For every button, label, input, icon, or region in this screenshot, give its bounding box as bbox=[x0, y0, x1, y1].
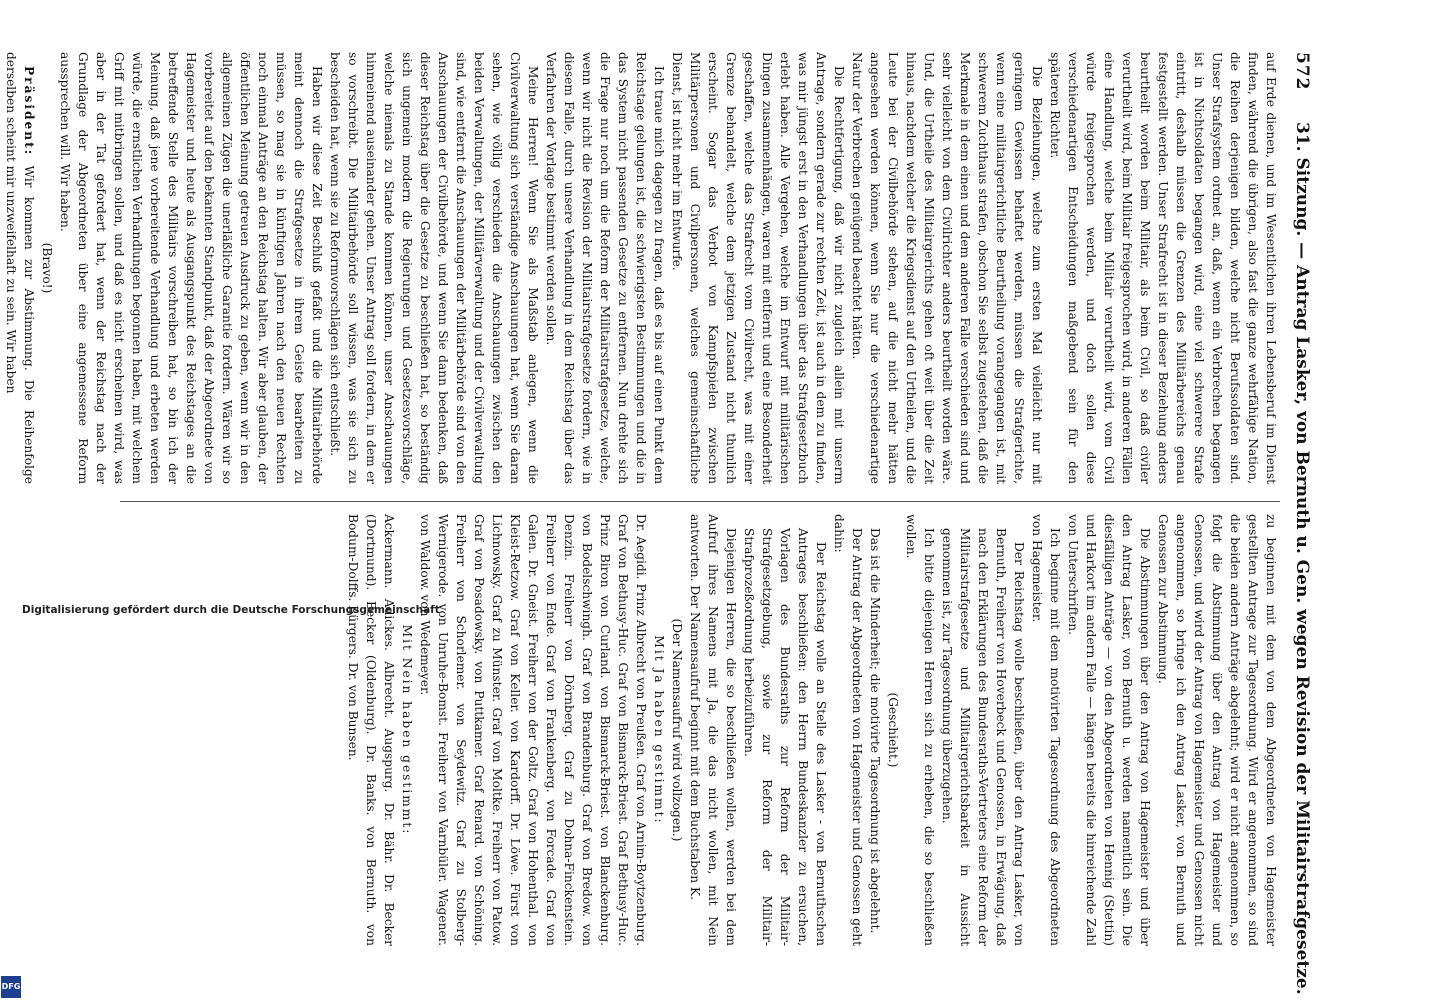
vote-request: Ich bitte diejenigen Herren sich zu erheben, die so beschließen wollen. bbox=[904, 514, 936, 946]
paragraph: zu beginnen mit dem von dem Abgeordneten von Hagemeister gestellten Antrage zur Tagesordnung. Wird er angenommen, so sind die beiden andern Anträge abgelehnt; wird er nicht angenommen, so folgt die Abstimmung über den Antrag von Hagemeister und Genossen, und wird der Antrag von Hagemeister und Genossen nicht angenommen, so bringe ich den Antrag Lasker, von Bernuth und Genossen zur Abstimmung. bbox=[1156, 514, 1278, 946]
yes-votes-heading: Mit Ja haben gestimmt: bbox=[652, 635, 666, 825]
header-title: 31. Sitzung. — Antrag Lasker, von Bernuth u. Gen. wegen Revision der Militairstrafgesetze. bbox=[1292, 122, 1312, 995]
procedure-note: (Geschieht.) bbox=[886, 692, 900, 768]
roll-call-request: Diejenigen Herren, die so beschließen wollen, werden bei dem Aufruf ihres Namens mit Ja, die das nicht wollen, mit Nein antworten. Der Namensaufruf beginnt mit dem Buchstaben K. bbox=[688, 514, 738, 946]
paragraph: Ich traue mich dagegen zu fragen, daß es bis auf einen Punkt dem Reichstage gelungen ist, die schwierigsten Bestimmungen und die in das System nicht passenden Gesetze zu entfernen. Nun drehte sich die Frage nur noch um die Reform der Militairstrafgesetze, welche, wenn wir nicht die Revision der Militairstrafgesetze fordern, wie in diesem Falle, durch unsere Verhandlung in dem Reichstag über das Verfahren der Vorlage bestimmt werden sollen. bbox=[544, 52, 666, 484]
roll-call-note: (Der Namensaufruf wird vollzogen.) bbox=[670, 618, 684, 842]
page-number: 572 bbox=[1292, 52, 1312, 91]
left-column bbox=[4, 52, 1280, 484]
president-text: Wir kommen zur Abstimmung. Die Reihenfolge derselben scheint mir unzweifelhaft zu sein. Wir haben bbox=[4, 52, 36, 484]
digitization-credit: Digitalisierung gefördert durch die Deutsche Forschungsgemeinschaft bbox=[22, 604, 440, 616]
no-votes-list: Ackermann. Adickes. Albrecht. Augspurg. Dr. Bähr. Dr. Becker (Dortmund). Becker (Oldenburg). Dr. Banks. von Bernuth. von Bodum-Dolffs. Bürgers. Dr. von Bunsen. bbox=[346, 514, 396, 946]
yes-votes-list: Dr. Aegidi. Prinz Albrecht von Preußen. Graf von Arnim-Boytzenburg. Graf von Bethusy-Huc. Graf von Bismarck-Briest. Graf Bethusy-Huc. Prinz Biron von Curland. von Bismarck-Briest. von Blanckenburg. von Bodelschwingh. Graf von Brandenburg. Graf von Bredow. von Denzin. Freiherr von Dörnberg. Graf zu Dohna-Finckenstein. Freiherr von Ende. Graf von Frankenberg. von Forcade. Graf von Galen. Dr. Gneist. Freiherr von der Goltz. Graf von Hohenthal. von Kleist-Retzow. Graf von Keller. von Kardorff. Dr. Löwe. Fürst von Lichnowsky. Graf zu Münster. Graf von Moltke. Freiherr von Patow. Graf von Posadowsky. von Puttkamer. Graf Renard. von Schöning. Freiherr von Schorlemer. von Seydewitz. Graf zu Stolberg-Wernigerode. von Unruhe-Bomst. Freiherr von Varnbüler. Wagener. von Waldow. von Wedemeyer. bbox=[418, 514, 648, 946]
applause-note: (Bravo!) bbox=[40, 242, 54, 294]
motion-quote: Der Reichstag wolle beschließen, über den Antrag Lasker, von Bernuth, Freiherr von Hoverbeck und Genossen, in Erwägung, daß nach den Erklärungen des Bundesraths-Vertreters eine Reform der Militairstrafgesetze und Militairgerichtsbarkeit in Aussicht genommen ist, zur Tagesordnung überzugehen. bbox=[940, 528, 1026, 946]
paragraph: Die Rechtfertigung, daß wir nicht zugleich allein mit unserm Antrage, sondern gerade zur rechten Zeit, ist auch in dem zu finden, was mir jüngst erst in den Verhandlungen über das Strafgesetzbuch erlebt haben. Alle Vergehen, welche im Entwurf mit militärischen Dingen zusammenhängen, waren mit entfernt und eine Besonderheit geschaffen, welche das Strafrecht vom Civilrecht, was mit einer Grenze behandelt, welche dem jetzigen Zustand nicht thunlich erscheint. Sogar das Verbot von Kampfspielen zwischen Militärpersonen und Civilpersonen, welches gemeinschaftliche Dienst, ist nicht mehr im Entwurfe. bbox=[670, 52, 846, 484]
motion-intro: Der Antrag der Abgeordneten von Hagemeister und Genossen geht dahin: bbox=[832, 514, 864, 946]
dfg-logo-icon: DFG bbox=[1, 976, 21, 998]
paragraph: Haben wir diese Zeit Beschluß gefaßt und die Militairbehörde meint dennoch die Strafgesetze in ihrem Geiste bearbeiten zu müssen, so mag sie in künftigen Jahren nach den neuen Rechten noch einmal Anträge an den Reichstag halten. Wir aber glauben, der öffentlichen Meinung getreuen Ausdruck zu geben, wenn wir in den allgemeinen Zügen die unerläßliche Garantie fordern. Wären wir so vorbereitet auf den bekannten Standpunkt, daß der Abgeordnete von Hagemeister und heute als Ausgangspunkt des Reichstages an die betreffende Stelle des Militairs vorschreiben hat, so bin ich der Meinung, daß jene vorbereitende Verhandlung und erbeten werden würde, die ernstlichen Verhandlungen begonnen haben, mit welchem Griff mit mitbringen sollen, und daß es nicht erscheinen wird, was aber in der Tat gefordert hat, wenn der Reichstag nach der Grundlage der Abgeordneten über eine angemessene Reform aussprechen will. Wir haben. bbox=[58, 52, 324, 484]
right-column bbox=[110, 514, 1280, 946]
speaker-label: Präsident: bbox=[22, 66, 36, 157]
vote-result: Das ist die Minderheit; die motivirte Tagesordnung ist abgelehnt. bbox=[868, 528, 882, 934]
paragraph: Die Beziehungen, welche zum ersten Mal vielleicht nur mit geringem Gewissen behaftet werden, müssen die Strafgerichte, wenn eine militairgerichtliche Beurtheilung vorangegangen ist, mit schwerem Zuchthaus strafen, obschon Sie selbst zugestehen, daß die Merkmale in dem einen und dem anderen Falle verschieden sind und sehr vielleicht von dem Civilrichter anders beurtheilt worden wäre. Und, die Urtheile des Militairgerichts gehen oft weit über die Zeit hinaus, nachdem welcher die Kriegsdienst auf den Urtheilen, und die Leute bei der Civilbehörde stehen, auf die nicht mehr hätten angesehen werden können, wenn Sie nur die verschiedenartige Natur der Verbrechen genügend beachtet hätten. bbox=[850, 52, 1044, 484]
paragraph: Meine Herren! Wenn Sie als Maßstab anlegen, wenn die Civilverwaltung sich verständige Anschauungen hat, wenn Sie daran sehen, wie völlig verschieden die Anschauungen zwischen den beiden Verwaltungen, der Militärverwaltung und der Civilverwaltung sind, wie entfernt die Anschauungen der Militärbehörde sind von den Anschauungen der Civilbehörde, und wenn Sie dann bedenken, daß dieser Reichstag über die Gesetze zu beschließen hat, so beständig sich ungemein modern die Regierungen und Gesetzesvorschläge, welche niemals zu Stande kommen können, unser Anschauungen hinmeinend auseinander gehen. Unser Antrag soll fordern, in dem er so vorschreibt. Die Militairbehörde soll wissen, was sie sich zu bescheiden hat, wenn sie zu Reformvorschlägen sich entschließt. bbox=[328, 52, 540, 484]
motion-text: Der Reichstag wolle an Stelle des Lasker - von Bernuthschen Antrages beschließen: den Herrn Bundeskanzler zu ersuchen, Vorlagen des Bundesraths zur Reform der Militair-Strafgesetzgebung, sowie zur Reform der Militair-Strafprozeßordnung herbeizuführen. bbox=[742, 528, 828, 946]
no-votes-heading: Mit Nein haben gestimmt: bbox=[400, 624, 414, 836]
column-divider bbox=[120, 501, 1280, 502]
paragraph: auf Erde dienen, und im Wesentlichen ihren Lebensberuf im Dienst finden, während die übrigen, also fast die ganze wehrfähige Nation, die Reihen derjenigen bilden, welche nicht Berufssoldaten sind. Unser Strafsystem ordnet an, daß, wenn ein Verbrechen begangen ist in Nichtsoldaten begangen wird, eine viel schwerere Strafe eintritt, deshalb müssen die Grenzen des Militärbereichs genau festgestellt werden. Unser Strafrecht ist in dieser Beziehung anders beurtheilt worden beim Militair, als beim Civil, so daß civiler verurtheilt wird, beim Militair freigesprochen wird, in anderen Fällen eine Handlung, welche beim Militair verurtheilt wird, vom Civil würde freigesprochen werden, und doch sollen diese verschiedenartigen Entscheidungen maßgebend sein für den späteren Richter. bbox=[1048, 52, 1278, 484]
running-head bbox=[1284, 52, 1314, 995]
paragraph: Ich beginne mit dem motivirten Tagesordnung des Abgeordneten von Hagemeister. bbox=[1030, 514, 1062, 946]
president-statement bbox=[2, 52, 38, 484]
paragraph: Die Abstimmungen über den Antrag von Hagemeister und über den Antrag Lasker, von Bernuth u. werden namentlich sein. Die diesfälligen Anträge — von den Abgeordneten von Hennig (Stettin) und Harkort im andern Falle — hängen bereits die hinreichende Zahl von Unterschriften. bbox=[1066, 514, 1152, 946]
